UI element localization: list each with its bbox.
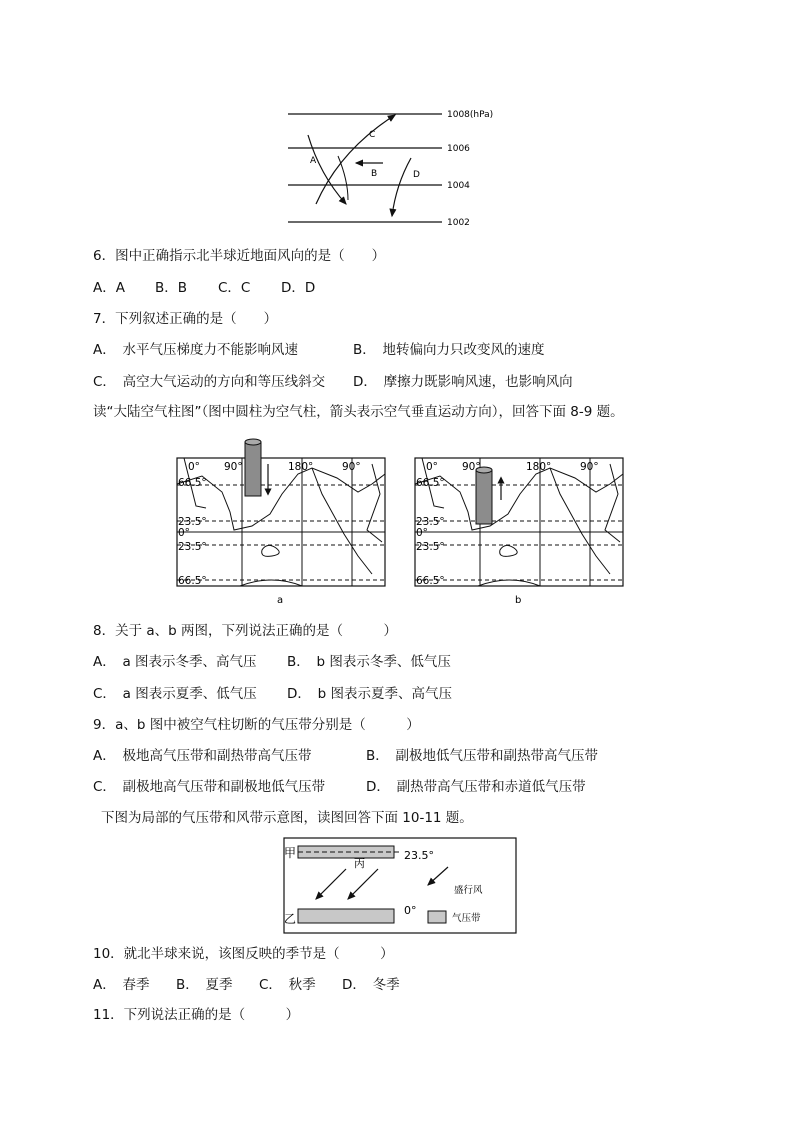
q9-option-c[interactable]: C． 副极地高气压带和副极地低气压带	[93, 779, 326, 795]
svg-text:90°: 90°	[462, 461, 481, 473]
q6-option-c[interactable]: C．C	[218, 280, 251, 296]
map-a	[177, 439, 385, 606]
arrow-c	[316, 115, 395, 204]
arrow-label-b: B	[371, 169, 378, 179]
svg-text:23.5°: 23.5°	[416, 516, 445, 528]
arrow-label-d: D	[413, 170, 420, 180]
q8-option-c[interactable]: C． a 图表示夏季、低气压	[93, 686, 257, 702]
isobar-figure	[280, 100, 510, 235]
pressure-belt-figure	[282, 837, 518, 935]
arrow-label-c: C	[369, 130, 376, 140]
q8-option-b[interactable]: B． b 图表示冬季、低气压	[287, 654, 451, 670]
q9-option-b[interactable]: B． 副极地低气压带和副热带高气压带	[366, 748, 599, 764]
svg-text:66.5°: 66.5°	[178, 575, 207, 587]
legend-wind-label: 盛行风	[454, 885, 483, 896]
intro-8-9: 读“大陆空气柱图”（图中圆柱为空气柱，箭头表示空气垂直运动方向），回答下面 8-9 题。	[93, 404, 624, 420]
q7-option-c[interactable]: C． 高空大气运动的方向和等压线斜交	[93, 374, 326, 390]
map-b	[415, 458, 623, 606]
svg-text:0°: 0°	[426, 461, 438, 473]
q6-option-d[interactable]: D．D	[281, 280, 316, 296]
q9-option-d[interactable]: D． 副热带高气压带和赤道低气压带	[366, 779, 586, 795]
q7-option-a[interactable]: A． 水平气压梯度力不能影响风速	[93, 342, 298, 358]
svg-text:0°: 0°	[416, 527, 428, 539]
svg-text:90°: 90°	[580, 461, 599, 473]
caption-b: b	[515, 595, 522, 606]
air-column-a	[245, 442, 261, 496]
q8-option-d[interactable]: D． b 图表示夏季、高气压	[287, 686, 453, 702]
isobar-label: 1006	[447, 144, 470, 154]
legend-belt-swatch	[428, 911, 446, 923]
svg-text:23.5°: 23.5°	[404, 849, 434, 862]
question-11-stem: 11．下列说法正确的是（ ）	[93, 1007, 300, 1023]
q10-option-a[interactable]: A． 春季	[93, 977, 150, 993]
q6-option-a[interactable]: A．A	[93, 280, 125, 296]
svg-text:180°: 180°	[526, 461, 552, 473]
q10-option-d[interactable]: D． 冬季	[342, 977, 400, 993]
svg-text:0°: 0°	[178, 527, 190, 539]
air-column-figure	[172, 434, 632, 606]
svg-text:23.5°: 23.5°	[178, 516, 207, 528]
question-10-stem: 10．就北半球来说，该图反映的季节是（ ）	[93, 946, 394, 962]
isobar-label: 1004	[447, 181, 470, 191]
isobar-label: 1002	[447, 218, 470, 228]
q8-option-a[interactable]: A． a 图表示冬季、高气压	[93, 654, 257, 670]
question-7-stem: 7．下列叙述正确的是（ ）	[93, 311, 278, 327]
svg-text:66.5°: 66.5°	[416, 477, 445, 489]
legend-belt-label: 气压带	[452, 913, 481, 924]
q10-option-c[interactable]: C． 秋季	[259, 977, 316, 993]
caption-a: a	[277, 595, 284, 606]
q7-option-b[interactable]: B． 地转偏向力只改变风的速度	[353, 342, 545, 358]
arrow-label-a: A	[310, 156, 317, 166]
arrow-a	[308, 135, 346, 204]
air-column-b	[476, 470, 492, 524]
svg-text:0°: 0°	[404, 904, 417, 917]
svg-text:66.5°: 66.5°	[416, 575, 445, 587]
arrow-c-curve	[338, 156, 348, 200]
svg-text:甲: 甲	[284, 846, 297, 860]
svg-text:180°: 180°	[288, 461, 314, 473]
q10-option-b[interactable]: B． 夏季	[176, 977, 233, 993]
pressure-belt-bottom	[298, 909, 394, 923]
question-6-stem: 6．图中正确指示北半球近地面风向的是（ ）	[93, 248, 386, 264]
intro-10-11: 下图为局部的气压带和风带示意图，读图回答下面 10-11 题。	[101, 810, 473, 826]
svg-text:66.5°: 66.5°	[178, 477, 207, 489]
question-9-stem: 9．a、b 图中被空气柱切断的气压带分别是（ ）	[93, 717, 420, 733]
arrow-d	[392, 158, 411, 216]
q6-option-b[interactable]: B．B	[155, 280, 188, 296]
q9-option-a[interactable]: A． 极地高气压带和副热带高气压带	[93, 748, 312, 764]
svg-text:90°: 90°	[342, 461, 361, 473]
svg-text:丙: 丙	[354, 857, 365, 870]
svg-text:23.5°: 23.5°	[178, 541, 207, 553]
svg-text:乙: 乙	[284, 912, 297, 926]
question-8-stem: 8．关于 a、b 两图，下列说法正确的是（ ）	[93, 623, 398, 639]
isobar-label: 1008(hPa)	[447, 110, 494, 120]
svg-text:0°: 0°	[188, 461, 200, 473]
svg-text:23.5°: 23.5°	[416, 541, 445, 553]
q7-option-d[interactable]: D． 摩擦力既影响风速，也影响风向	[353, 374, 573, 390]
svg-text:90°: 90°	[224, 461, 243, 473]
